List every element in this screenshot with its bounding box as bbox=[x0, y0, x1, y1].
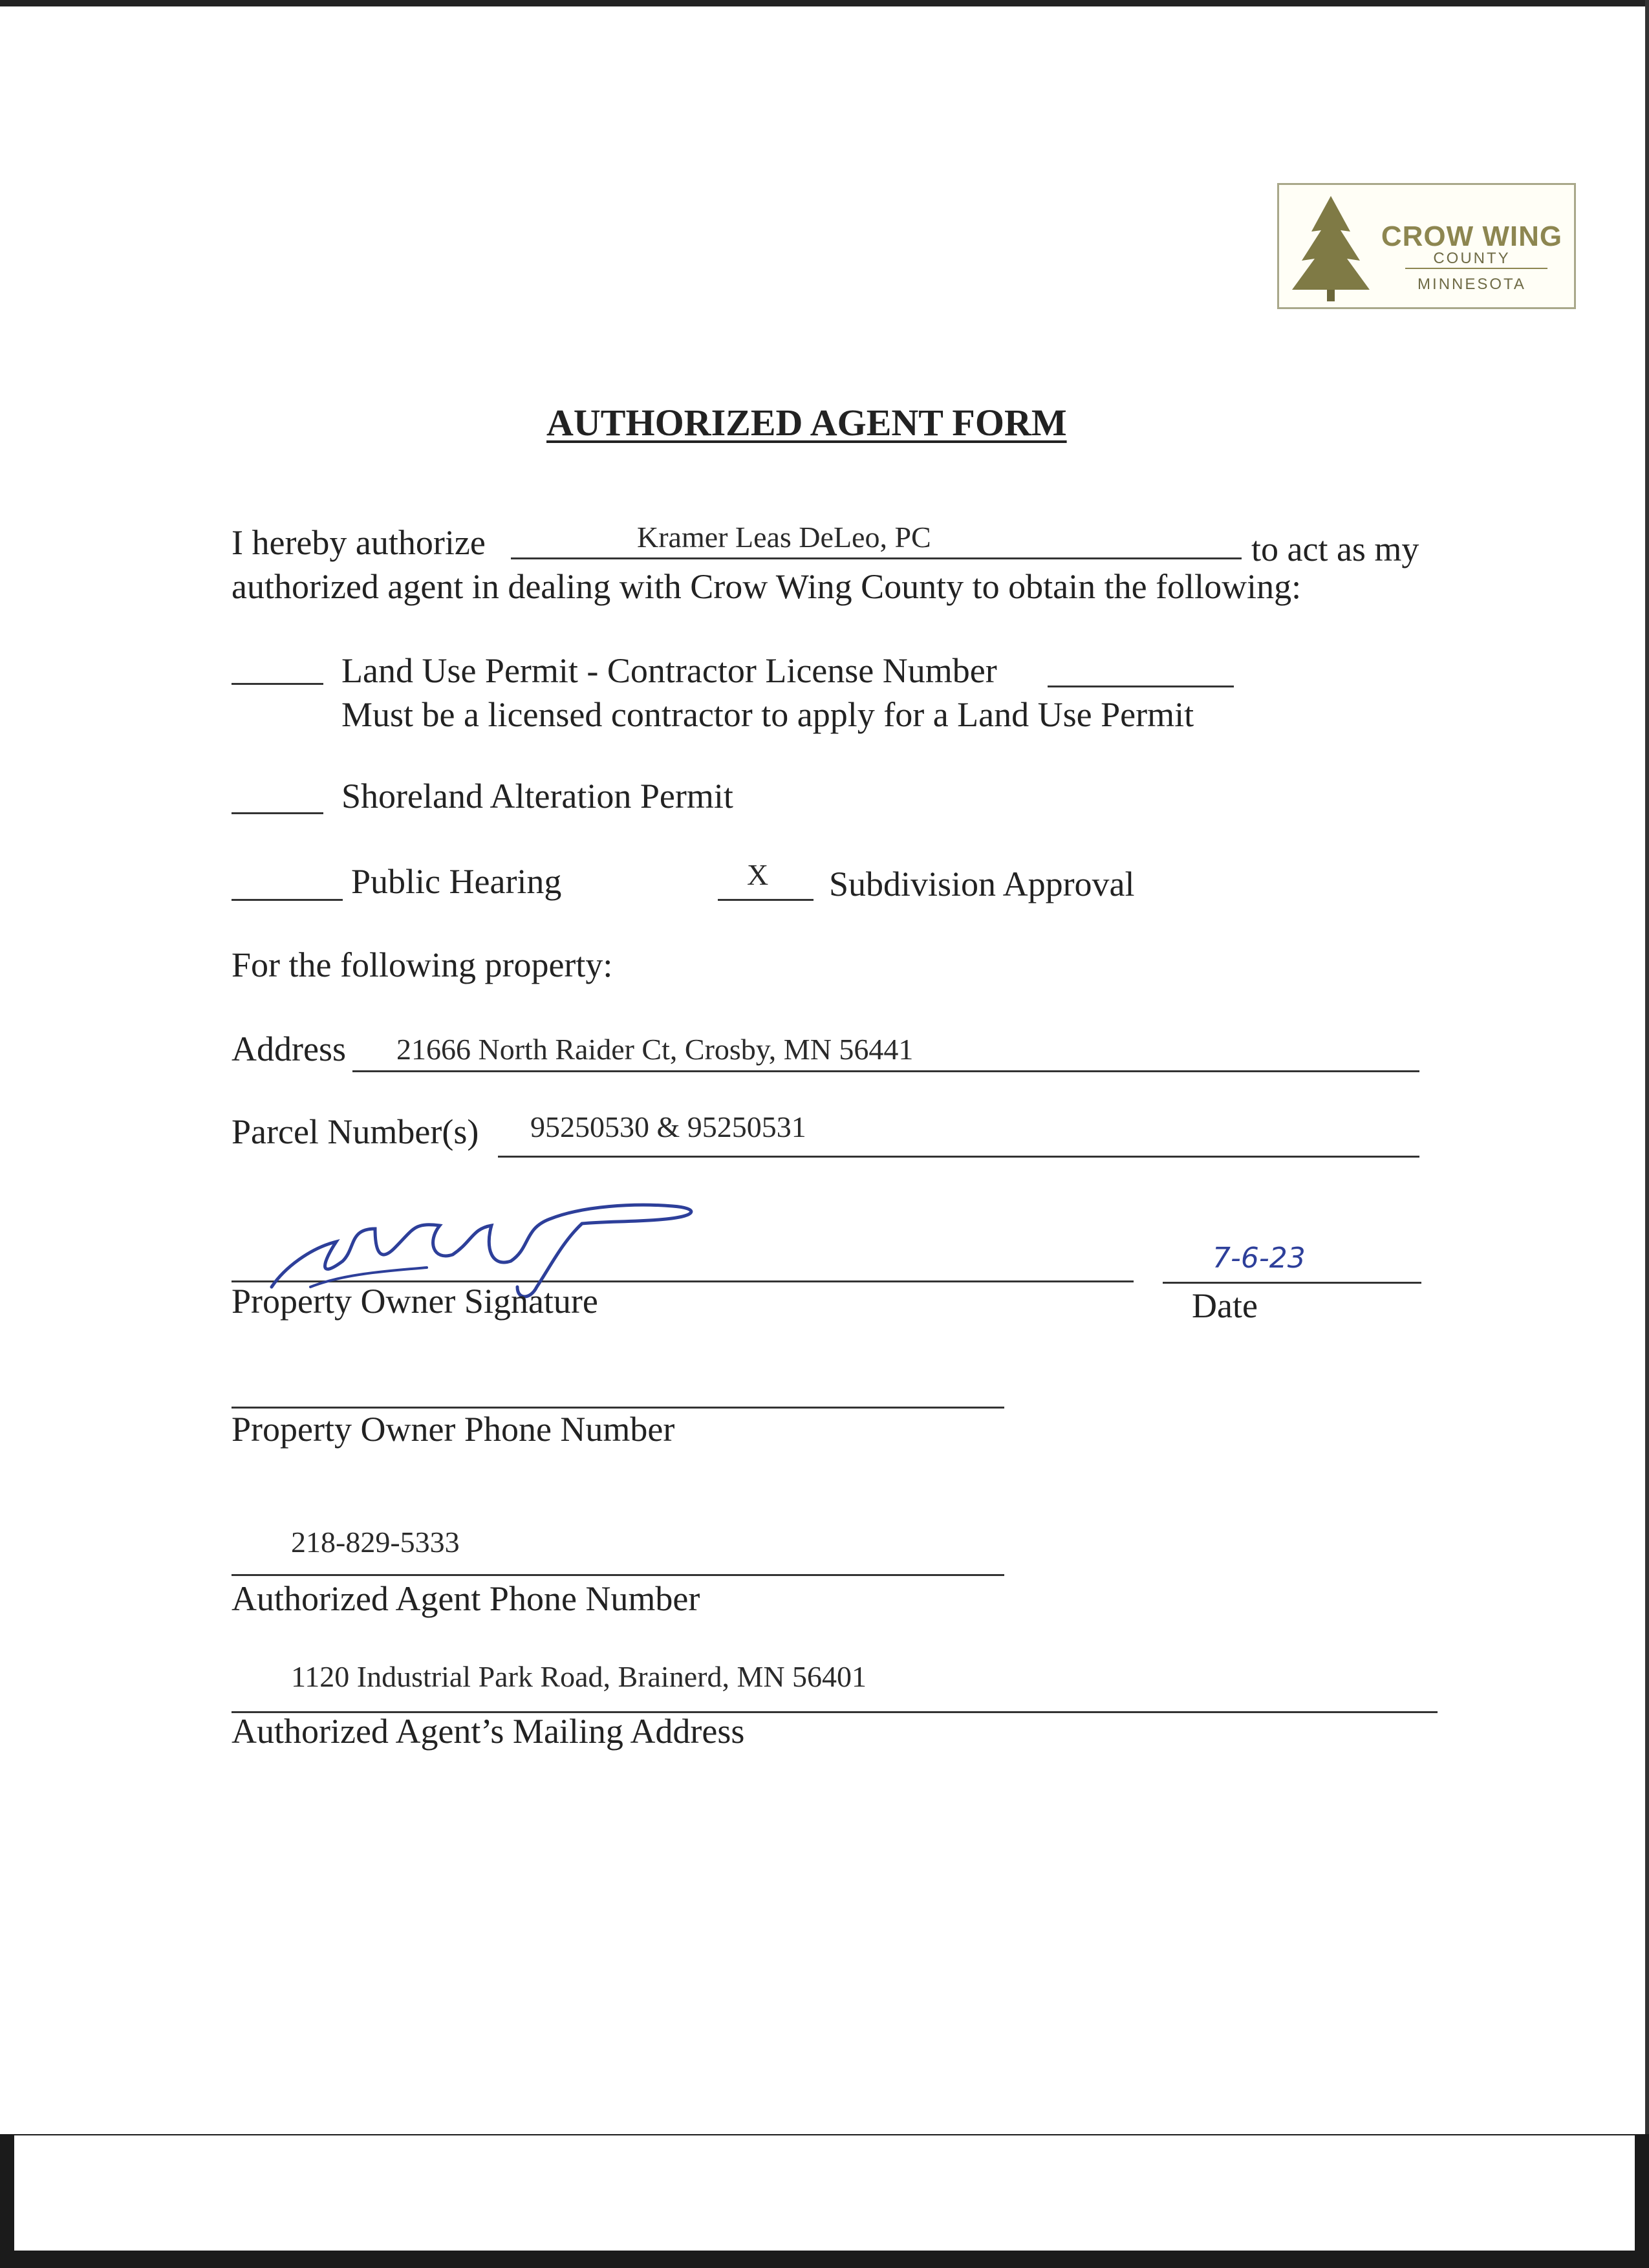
parcel-value[interactable]: 95250530 & 95250531 bbox=[530, 1110, 806, 1143]
agent-address-value[interactable]: 1120 Industrial Park Road, Brainerd, MN 56401 bbox=[291, 1660, 867, 1693]
agent-phone-line bbox=[232, 1574, 1004, 1576]
subdivision-blank[interactable] bbox=[718, 899, 814, 901]
logo-county: COUNTY bbox=[1433, 250, 1511, 267]
license-number-line[interactable] bbox=[1048, 686, 1234, 687]
parcel-label: Parcel Number(s) bbox=[232, 1112, 479, 1151]
owner-phone-line[interactable] bbox=[232, 1407, 1004, 1409]
public-hearing-blank[interactable] bbox=[232, 899, 343, 901]
owner-phone-label: Property Owner Phone Number bbox=[232, 1410, 675, 1449]
date-value[interactable]: 7-6-23 bbox=[1212, 1242, 1306, 1275]
scan-edge-right bbox=[1645, 0, 1649, 2268]
logo-rule bbox=[1405, 268, 1547, 269]
property-intro: For the following property: bbox=[232, 945, 613, 984]
agent-phone-value[interactable]: 218-829-5333 bbox=[291, 1526, 460, 1559]
form-title: AUTHORIZED AGENT FORM bbox=[546, 402, 1067, 444]
intro-end: to act as my bbox=[1251, 530, 1419, 568]
logo-name: CROW WING bbox=[1381, 221, 1563, 252]
land-use-label: Land Use Permit - Contractor License Number bbox=[341, 651, 997, 690]
address-line bbox=[352, 1070, 1419, 1072]
land-use-note: Must be a licensed contractor to apply for a Land Use Permit bbox=[341, 695, 1194, 734]
logo-state: MINNESOTA bbox=[1417, 275, 1526, 293]
agent-name-line bbox=[511, 557, 1242, 559]
land-use-blank[interactable] bbox=[232, 683, 323, 685]
subdivision-label: Subdivision Approval bbox=[829, 865, 1135, 903]
agent-phone-label: Authorized Agent Phone Number bbox=[232, 1579, 700, 1618]
pine-tree-icon bbox=[1286, 193, 1376, 306]
county-logo bbox=[1277, 183, 1576, 309]
intro-start: I hereby authorize bbox=[232, 523, 486, 562]
shoreland-label: Shoreland Alteration Permit bbox=[341, 777, 733, 815]
subdivision-mark[interactable]: X bbox=[747, 858, 769, 891]
scan-bottom-strip bbox=[14, 2135, 1635, 2251]
address-value[interactable]: 21666 North Raider Ct, Crosby, MN 56441 bbox=[396, 1033, 914, 1066]
intro-line-2: authorized agent in dealing with Crow Wing County to obtain the following: bbox=[232, 567, 1302, 606]
scan-edge-top bbox=[0, 0, 1649, 6]
signature-label: Property Owner Signature bbox=[232, 1282, 598, 1321]
public-hearing-label: Public Hearing bbox=[351, 862, 562, 901]
date-label: Date bbox=[1192, 1286, 1258, 1325]
shoreland-blank[interactable] bbox=[232, 812, 323, 814]
date-line bbox=[1163, 1282, 1421, 1284]
address-label: Address bbox=[232, 1030, 346, 1068]
parcel-line bbox=[498, 1156, 1419, 1158]
agent-name-value[interactable]: Kramer Leas DeLeo, PC bbox=[637, 521, 931, 554]
agent-address-label: Authorized Agent’s Mailing Address bbox=[232, 1712, 745, 1751]
